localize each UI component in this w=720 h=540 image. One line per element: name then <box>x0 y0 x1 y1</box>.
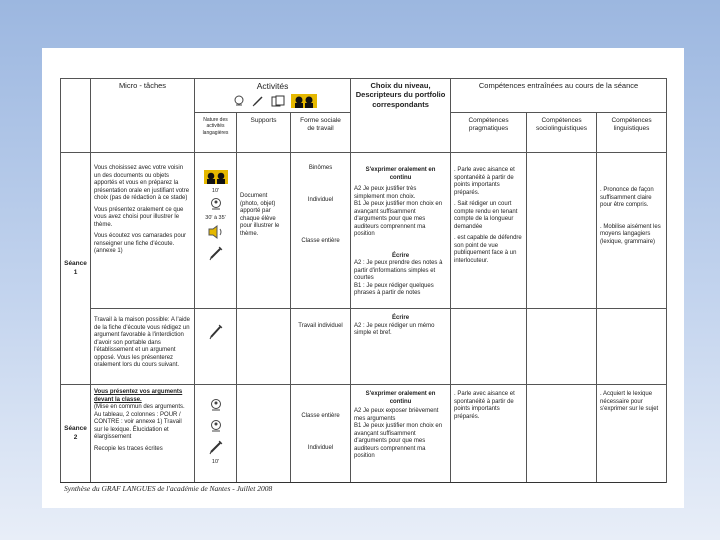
writing-icon <box>198 322 233 344</box>
header-micro-taches: Micro - tâches <box>91 79 195 153</box>
seance1-home-linguistiques <box>597 309 667 385</box>
seance1-home-pragmatiques <box>451 309 527 385</box>
seance2-nature: 10' <box>195 385 237 483</box>
corner-cell <box>61 79 91 153</box>
seance1-home-supports <box>237 309 291 385</box>
listening-icon <box>198 225 233 243</box>
speaking-icon <box>198 197 233 215</box>
seance1-home-choix: Écrire A2 : Je peux rédiger un mémo simple et bref. <box>351 309 451 385</box>
seance1-home-socio <box>527 309 597 385</box>
header-forme: Forme sociale de travail <box>291 113 351 153</box>
document-sheet <box>42 48 684 508</box>
seance1-pragmatiques: . Parle avec aisance et spontanéité à partir de points importants préparés. . Sait rédiger un court compte rendu en tenant compte de la longueur demandée . est capable de défendre son point de vue publiquement face à un interlocuteur. <box>451 153 527 309</box>
header-choix-niveau: Choix du niveau, Descripteurs du portfolio correspondants <box>351 79 451 153</box>
header-row-1 <box>61 79 667 113</box>
header-activites: Activités <box>195 79 351 113</box>
seance2-row <box>61 385 667 483</box>
documents-icon <box>271 95 285 109</box>
seance1-home-micro: Travail à la maison possible: A l'aide de la fiche d'écoute vous rédigez un argument favorable à l'interdiction d'avoir son portable dans l'établissement et un argument opposé. Vous les présenterez oralement lors du cours suivant. <box>91 309 195 385</box>
seance2-micro-taches: Vous présentez vos arguments devant la classe. (Mise en commun des arguments. Au tableau, 2 colonnes : POUR / CONTRE : voir annexe 1) Travail sur le lexique. Élucidation et élargissement Recopie les traces écrites <box>91 385 195 483</box>
seance2-pragmatiques: . Parle avec aisance et spontanéité à partir de points importants préparés. <box>451 385 527 483</box>
seance1-linguistiques: . Prononce de façon suffisamment claire pour être compris. . Mobilise aisément les moyens langagiers (lexique, grammaire) <box>597 153 667 309</box>
seance1-supports: Document (photo, objet) apporté par chaque élève pour illustrer le thème. <box>237 153 291 309</box>
header-comp-socio: Compétences sociolinguistiques <box>527 113 597 153</box>
seance1-nature: 10' 30' à 35' <box>195 153 237 309</box>
seance2-forme: Classe entière Individuel <box>291 385 351 483</box>
speaker-icon <box>232 95 246 109</box>
pen-icon <box>252 95 264 109</box>
writing-icon <box>198 245 233 265</box>
header-comp-pragmatiques: Compétences pragmatiques <box>451 113 527 153</box>
writing-icon <box>198 439 233 459</box>
seance2-supports <box>237 385 291 483</box>
group-icon <box>291 94 317 110</box>
header-nature: Nature des activités langagières <box>195 113 237 153</box>
seance1-socio <box>527 153 597 309</box>
seance2-choix: S'exprimer oralement en continu A2 Je peux exposer brièvement mes arguments B1 Je peux justifier mon choix en avançant suffisamment d'arguments pour que mes auditeurs comprennent ma position <box>351 385 451 483</box>
seance1-label: Séance 1 <box>61 153 91 385</box>
lesson-plan-table <box>60 78 667 483</box>
seance1-home-row <box>61 309 667 385</box>
header-competences: Compétences entraînées au cours de la séance <box>451 79 667 113</box>
seance1-row <box>61 153 667 309</box>
footer-rule <box>60 482 666 483</box>
seance2-linguistiques: . Acquiert le lexique nécessaire pour s'exprimer sur le sujet <box>597 385 667 483</box>
pair-icon <box>198 170 233 188</box>
footer-text: Synthèse du GRAF LANGUES de l'académie de Nantes - Juillet 2008 <box>64 484 273 493</box>
seance1-home-forme: Travail individuel <box>291 309 351 385</box>
speaking-icon-2 <box>198 419 233 437</box>
seance2-label: Séance 2 <box>61 385 91 483</box>
header-supports: Supports <box>237 113 291 153</box>
header-comp-ling: Compétences linguistiques <box>597 113 667 153</box>
seance1-forme: Binômes Individuel Classe entière <box>291 153 351 309</box>
seance1-home-nature <box>195 309 237 385</box>
seance1-choix: S'exprimer oralement en continu A2 Je peux justifier très simplement mon choix. B1 Je peux justifier mon choix en avançant suffisamment d'arguments pour que mes auditeurs comprennent ma position Écrire A2 : Je peux prendre des notes à partir d'informations simples et courtes B1 : Je peux rédiger quelques phrases à partir de notes <box>351 153 451 309</box>
speaking-icon <box>198 398 233 416</box>
seance1-micro-taches: Vous choisissez avec votre voisin un des documents ou objets apportés et vous en préparez la présentation orale en justifiant votre choix (pas de rédaction à ce stade) Vous présentez oralement ce que vous avez choisi pour illustrer le thème. Vous écoutez vos camarades pour renseigner une fiche d'écoute. (annexe 1) <box>91 153 195 309</box>
seance2-socio <box>527 385 597 483</box>
